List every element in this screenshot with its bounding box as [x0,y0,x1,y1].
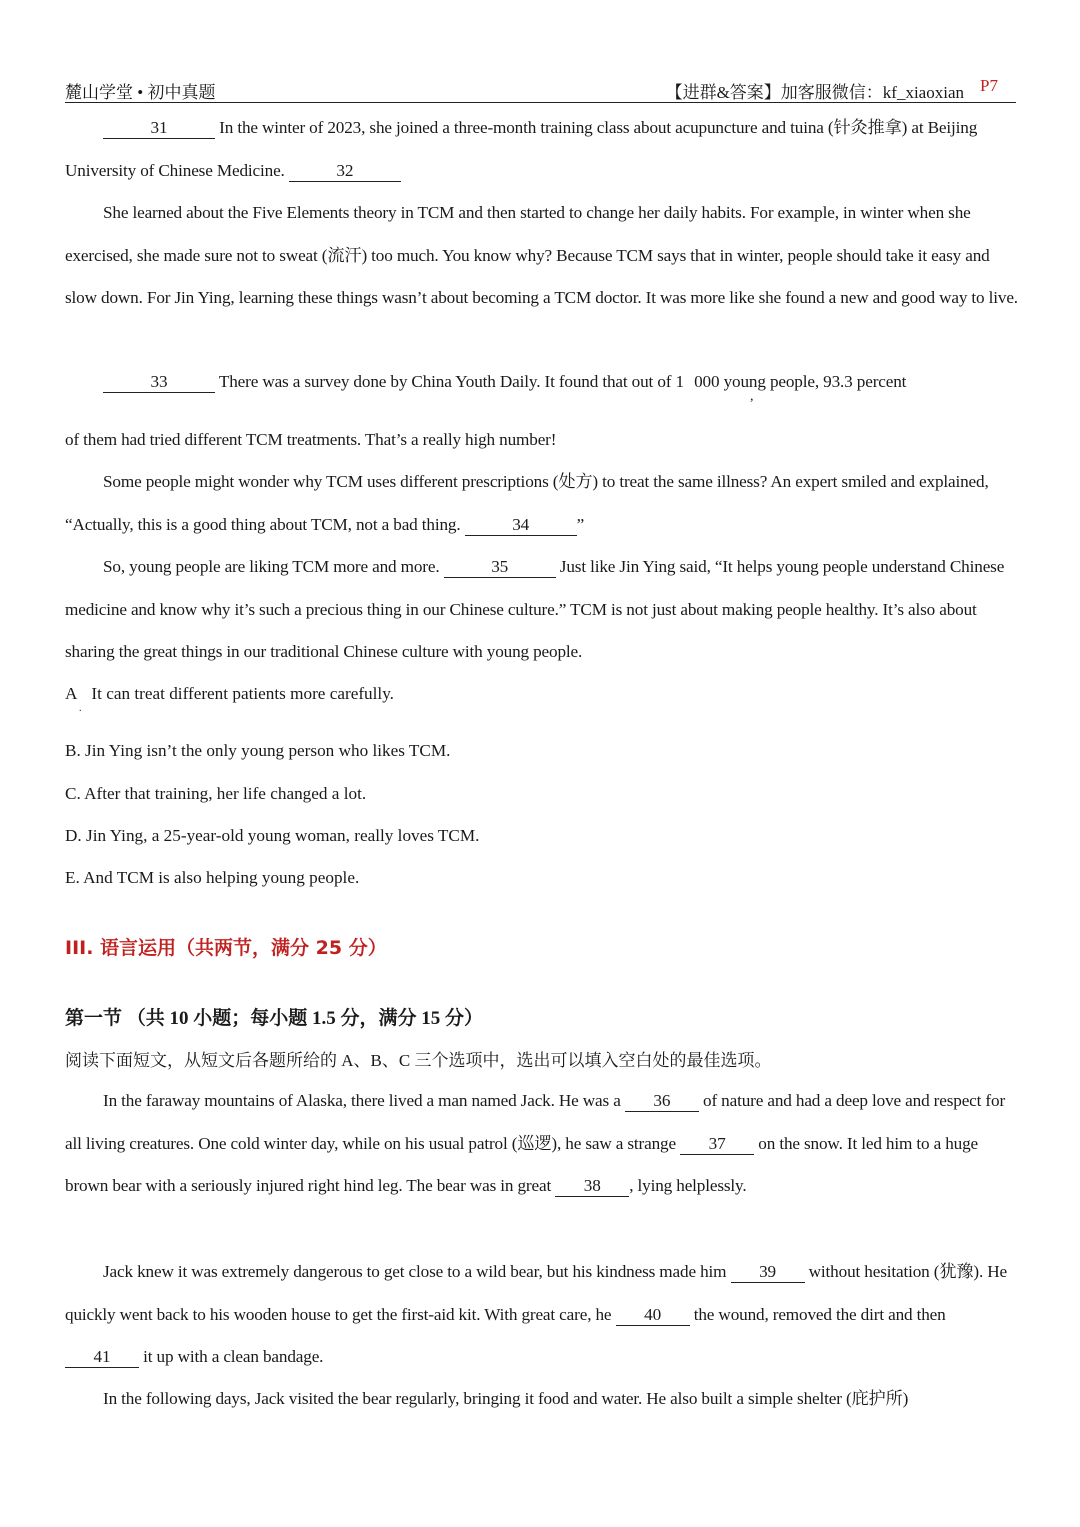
passage1-p4-close: ” [576,514,585,534]
blank-32: 32 [289,161,401,182]
section-title: III. 语言运用（共两节，满分 25 分） [65,937,387,959]
page-header [65,76,1016,103]
option-c: C. After that training, her life changed a lot. [65,784,367,803]
blank-33: 33 [103,372,215,393]
passage2-p2-d: it up with a clean bandage. [143,1347,324,1367]
blank-37: 37 [680,1134,754,1155]
passage2-p2-c: the wound, removed the dirt and then [693,1304,946,1324]
option-e: E. And TCM is also helping young people. [65,868,360,887]
passage1-paragraph-3-line2: of them had tried different TCM treatments. That’s a really high number! [65,430,557,449]
passage1-paragraph-2: She learned about the Five Elements theory in TCM and then started to change her daily habits. For example, in winter when she exercised, she made sure not to sweat (流汗) too much. You know why? Because TCM says that in winter, people should take it easy and slow down. For Jin Ying, learning these things wasn’t about becoming a TCM doctor. It was more like she found a new and good way to live. [65,203,1018,308]
passage2-paragraph-1 [65,1080,1020,1208]
passage2-p1-a: In the faraway mountains of Alaska, there lived a man named Jack. He was a [103,1091,621,1110]
option-a-letter: A [65,684,78,703]
comma-mark: , [750,389,754,404]
passage1-p4-text: Some people might wonder why TCM uses different prescriptions (处方) to treat the same illness? An expert smiled and explained, “Actually, this is a good thing about TCM, not a bad thing. [65,472,989,534]
passage1-paragraph-3-line1 [65,361,1020,404]
passage2-p1-c: on the snow. It led him to a huge brown bear with a seriously injured right hind leg. The bear was in great [65,1133,979,1196]
passage1-paragraph-4 [65,461,1020,546]
sub-section-title: 第一节 （共 10 小题；每小题 1.5 分，满分 15 分） [65,1008,484,1029]
blank-35: 35 [444,557,556,578]
passage2-p2-a: Jack knew it was extremely dangerous to get close to a wild bear, but his kindness made him [103,1262,727,1281]
option-a-text: It can treat different patients more carefully. [91,684,394,703]
page-number: P7 [980,76,998,95]
passage2-paragraph-3: In the following days, Jack visited the bear regularly, bringing it food and water. He also built a simple shelter (庇护所) [103,1389,909,1408]
passage2-p2-b: without hesitation (犹豫). He quickly went back to his wooden house to get the first-aid kit. With great care, he [65,1262,1008,1324]
option-a [65,684,394,704]
blank-31: 31 [103,118,215,139]
blank-36: 36 [625,1091,699,1112]
blank-40: 40 [616,1305,690,1326]
blank-34: 34 [465,515,577,536]
blank-41: 41 [65,1347,139,1368]
passage1-p5-text-a: So, young people are liking TCM more and more. [103,557,440,576]
blank-39: 39 [731,1262,805,1283]
option-b: B. Jin Ying isn’t the only young person who likes TCM. [65,741,451,760]
passage1-p3-text-a: There was a survey done by China Youth Daily. It found that out of 1 [218,372,684,391]
passage1-p1-text: In the winter of 2023, she joined a three-month training class about acupuncture and tuina (针灸推拿) at Beijing University of Chinese Medicine. [65,118,978,180]
passage2-p1-b: of nature and had a deep love and respect for all living creatures. One cold winter day, while on his usual patrol (巡逻), he saw a strange [65,1091,1006,1153]
passage2-paragraph-2 [65,1251,1020,1379]
header-contact: 【进群&答案】加客服微信：kf_xiaoxian [665,83,964,102]
passage1-p3-text-b: 000 young people, 93.3 percent [694,372,907,391]
header-left-title: 麓山学堂 • 初中真题 [65,83,216,102]
instruction-text: 阅读下面短文，从短文后各题所给的 A、B、C 三个选项中，选出可以填入空白处的最佳选项。 [65,1051,772,1070]
passage1-paragraph-1 [65,107,1020,192]
option-d: D. Jin Ying, a 25-year-old young woman, really loves TCM. [65,826,480,845]
dot-mark: . [79,703,82,714]
blank-38: 38 [555,1176,629,1197]
passage2-p1-d: , lying helplessly. [629,1176,747,1196]
passage1-paragraph-5 [65,546,1020,674]
passage1-p5-text-b: Just like Jin Ying said, “It helps young people understand Chinese medicine and know why it’s such a precious thing in our Chinese culture.” TCM is not just about making people healthy. It’s also about sharing the great things in our traditional Chinese culture with young people. [65,557,1005,662]
